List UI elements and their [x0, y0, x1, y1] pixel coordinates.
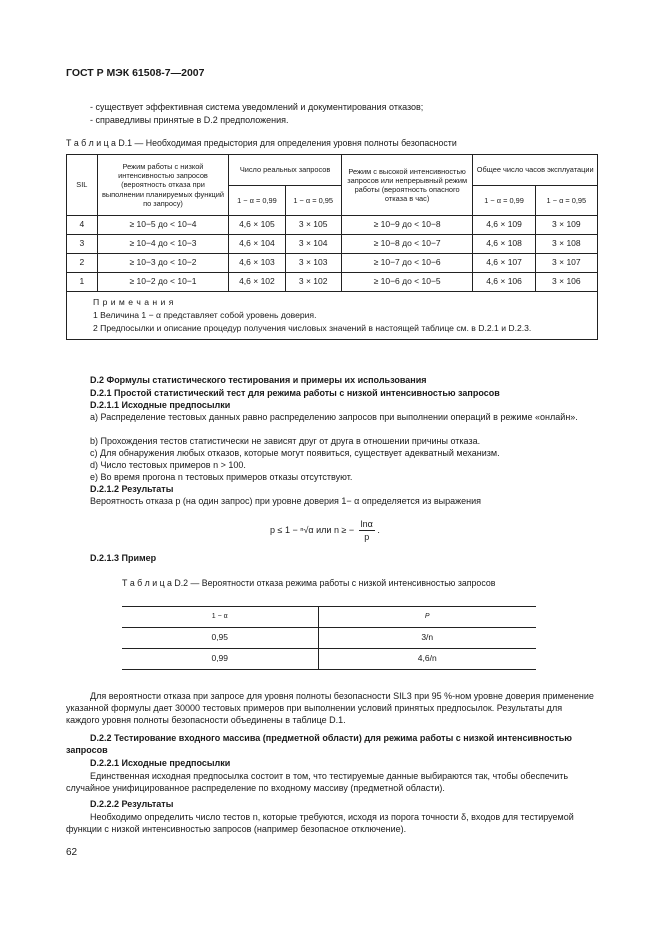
cell-sil: 2	[67, 254, 98, 273]
cell-h099: 4,6 × 106	[473, 273, 535, 292]
col-probability: P	[318, 607, 536, 628]
cell-h095: 3 × 106	[535, 273, 597, 292]
col-hours: Общее число часов эксплуатации	[473, 155, 598, 186]
cell-h095: 3 × 108	[535, 235, 597, 254]
cell-t099: 4,6 × 103	[229, 254, 285, 273]
section-heading: D.2.2 Тестирование входного массива (предметной области) для режима работы с низкой интенсивностью запросов	[66, 733, 572, 756]
paragraph: b) Прохождения тестов статистически не зависят друг от друга в отношении причины отказа.	[90, 436, 481, 446]
col-sil: SIL	[67, 155, 98, 216]
cell-sil: 4	[67, 216, 98, 235]
section-heading: D.2.2.1 Исходные предпосылки	[90, 758, 231, 768]
cell-t095: 3 × 103	[285, 254, 341, 273]
sub-095: 1 − α = 0,95	[535, 185, 597, 216]
formula-numerator: lnα	[359, 518, 375, 531]
cell-low: ≥ 10−2 до < 10−1	[97, 273, 229, 292]
cell-t099: 4,6 × 105	[229, 216, 285, 235]
paragraph: Для вероятности отказа при запросе для уровня полноты безопасности SIL3 при 95 %-ном уровне доверия применение указанной формулы дает 30000 тестовых примеров при выполнении условий принятых предпосылок. Результаты для каждого уровня полноты безопасности объединены в таблице D.1.	[66, 691, 594, 726]
col-tests: Число реальных запросов	[229, 155, 342, 186]
cell-probability: 3/n	[318, 628, 536, 649]
document-header: ГОСТ Р МЭК 61508-7—2007	[66, 67, 205, 79]
formula: p ≤ 1 − ⁿ√α или n ≥ − $\frac{\ln\alpha}{p}$ .	[270, 519, 380, 543]
paragraph: а) Распределение тестовых данных равно распределению запросов при выполнении операций в режиме «онлайн».	[90, 412, 578, 422]
cell-low: ≥ 10−4 до < 10−3	[97, 235, 229, 254]
formula-denominator: p	[364, 532, 370, 543]
intro-bullet: - существует эффективная система уведомлений и документирования отказов;	[90, 102, 424, 112]
cell-t099: 4,6 × 104	[229, 235, 285, 254]
formula-fraction	[359, 518, 375, 543]
cell-t095: 3 × 104	[285, 235, 341, 254]
cell-h095: 3 × 109	[535, 216, 597, 235]
cell-high: ≥ 10−8 до < 10−7	[341, 235, 473, 254]
cell-sil: 3	[67, 235, 98, 254]
cell-high: ≥ 10−6 до < 10−5	[341, 273, 473, 292]
page-number: 62	[66, 847, 78, 858]
cell-t095: 3 × 105	[285, 216, 341, 235]
table-d2	[122, 606, 536, 670]
paragraph: е) Во время прогона n тестовых примеров отказы отсутствуют.	[90, 472, 353, 482]
section-heading: D.2.1 Простой статистический тест для режима работы с низкой интенсивностью запросов	[90, 388, 500, 398]
cell-t099: 4,6 × 102	[229, 273, 285, 292]
table-notes	[67, 292, 598, 340]
cell-high: ≥ 10−9 до < 10−8	[341, 216, 473, 235]
formula-left: p ≤ 1 − ⁿ√α или n ≥ −	[270, 525, 355, 536]
section-heading: D.2.1.2 Результаты	[90, 484, 174, 494]
paragraph: d) Число тестовых примеров n > 100.	[90, 460, 246, 470]
paragraph: с) Для обнаружения любых отказов, которые могут появиться, существует адекватный механизм.	[90, 448, 500, 458]
table1-caption: Т а б л и ц а D.1 — Необходимая предыстория для определения уровня полноты безопасности	[66, 138, 457, 148]
paragraph: Необходимо определить число тестов n, которые требуются, исходя из порога точности δ, входов для тестируемой функции с низкой интенсивностью запросов (например безопасное отключение).	[66, 812, 574, 835]
paragraph: Вероятность отказа p (на один запрос) при уровне доверия 1− α определяется из выражения	[90, 496, 482, 506]
col-low-demand: Режим работы с низкой интенсивностью запросов (вероятность отказа при выполнении планируемых функций по запросу)	[97, 155, 229, 216]
intro-bullet: - справедливы принятые в D.2 предположения.	[90, 115, 289, 125]
section-heading: D.2 Формулы статистического тестирования и примеры их использования	[90, 375, 427, 385]
cell-confidence: 0,99	[122, 649, 318, 670]
cell-h095: 3 × 107	[535, 254, 597, 273]
sub-095: 1 − α = 0,95	[285, 185, 341, 216]
sub-099: 1 − α = 0,99	[473, 185, 535, 216]
note-2: 2 Предпосылки и описание процедур получения числовых значений в настоящей таблице см. в D.2.1 и D.2.3.	[93, 322, 532, 333]
cell-low: ≥ 10−5 до < 10−4	[97, 216, 229, 235]
col-high-demand: Режим с высокой интенсивностью запросов или непрерывный режим работы (вероятность опасного отказа в час)	[341, 155, 473, 216]
cell-high: ≥ 10−7 до < 10−6	[341, 254, 473, 273]
cell-t095: 3 × 102	[285, 273, 341, 292]
cell-h099: 4,6 × 107	[473, 254, 535, 273]
cell-probability: 4,6/n	[318, 649, 536, 670]
table-row	[67, 273, 598, 292]
section-heading: D.2.1.1 Исходные предпосылки	[90, 400, 231, 410]
cell-h099: 4,6 × 109	[473, 216, 535, 235]
table2-caption: Т а б л и ц а D.2 — Вероятности отказа режима работы с низкой интенсивностью запросов	[122, 578, 496, 588]
notes-title: П р и м е ч а н и я	[93, 297, 174, 307]
cell-h099: 4,6 × 108	[473, 235, 535, 254]
note-1: 1 Величина 1 − α представляет собой уровень доверия.	[93, 309, 317, 320]
section-heading: D.2.2.2 Результаты	[90, 799, 174, 809]
table-row	[122, 628, 536, 649]
table-row	[67, 216, 598, 235]
paragraph: Единственная исходная предпосылка состоит в том, что тестируемые данные выбираются так, чтобы обеспечить случайное унифицированное распределение по входному массиву (предметной области).	[66, 771, 569, 794]
cell-sil: 1	[67, 273, 98, 292]
table-row	[67, 235, 598, 254]
cell-confidence: 0,95	[122, 628, 318, 649]
col-confidence: 1 − α	[122, 607, 318, 628]
table-d1	[66, 154, 598, 340]
cell-low: ≥ 10−3 до < 10−2	[97, 254, 229, 273]
table-row	[122, 649, 536, 670]
table-header-row	[122, 607, 536, 628]
section-heading: D.2.1.3 Пример	[90, 553, 157, 563]
table-row	[67, 254, 598, 273]
sub-099: 1 − α = 0,99	[229, 185, 285, 216]
